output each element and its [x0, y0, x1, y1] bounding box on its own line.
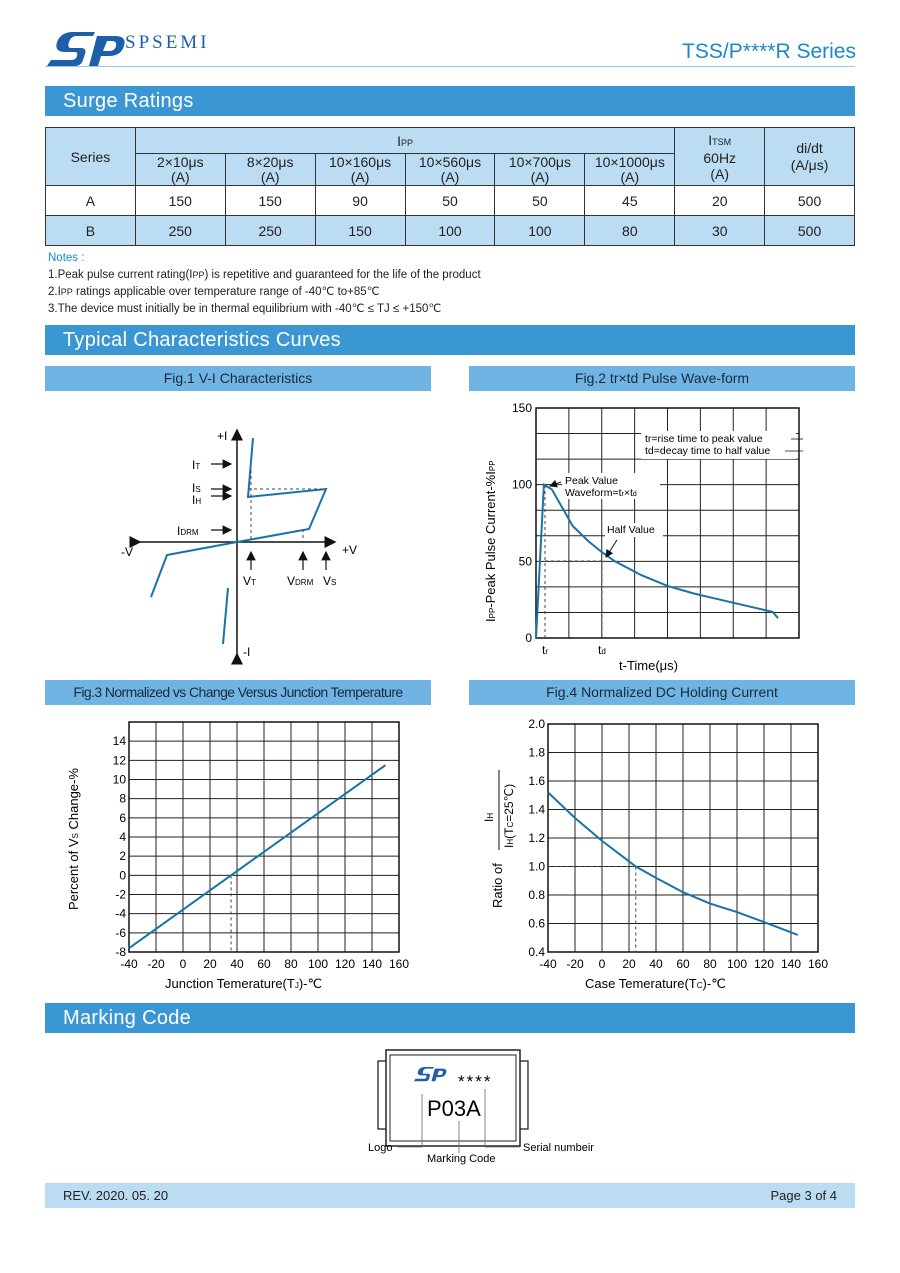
- table-cell: 150: [225, 186, 315, 216]
- table-row: [46, 216, 855, 246]
- plus-i-label: +I: [217, 429, 228, 443]
- fig4-ytick: 0.6: [528, 916, 545, 931]
- fig3-ytick: -4: [115, 906, 126, 921]
- fig4-xlabel: Case Temerature(TC)-℃: [585, 976, 726, 991]
- fig3-xtick: 20: [203, 957, 217, 971]
- fig2-waveform-label: Waveform=tr×td: [565, 487, 637, 499]
- fig4-chart: [469, 710, 855, 1000]
- ih-label: IH: [192, 493, 202, 507]
- fig4-ytick: 1.6: [528, 774, 545, 788]
- marking-code-text: P03A: [427, 1096, 481, 1121]
- table-cell: B: [46, 216, 136, 246]
- vdrm-label: VDRM: [287, 574, 314, 588]
- fig4-xtick: 120: [753, 957, 775, 971]
- col-header: 8×20μs (A): [225, 154, 315, 186]
- fig4-xtick: 0: [598, 957, 606, 971]
- fig3-xtick: 120: [334, 957, 356, 971]
- section-curves: Typical Characteristics Curves: [45, 325, 855, 355]
- fig2-xlabel: t-Time(μs): [619, 658, 678, 673]
- section-surge-ratings: Surge Ratings: [45, 86, 855, 116]
- col-header: 10×1000μs (A): [585, 154, 675, 186]
- fig3-ytick: 12: [112, 753, 126, 768]
- fig4-ytick: 0.8: [528, 888, 545, 902]
- table-cell: 500: [765, 216, 855, 246]
- fig3-ytick: 0: [119, 868, 126, 883]
- fig3-ytick: 10: [112, 772, 126, 787]
- marking-diagram: [360, 1045, 620, 1170]
- fig4-ytick: 1.2: [528, 831, 545, 845]
- fig3-xtick: 100: [307, 957, 329, 971]
- fig3-ytick: 6: [119, 810, 126, 825]
- table-cell: 250: [135, 216, 225, 246]
- fig2-legend-1: tr=rise time to peak value: [645, 433, 763, 445]
- fig3-xtick: 40: [230, 957, 244, 971]
- fig4-xtick: 60: [676, 957, 690, 971]
- fig4-ytick: 1.8: [528, 745, 545, 760]
- fig2-ytick: 0: [525, 631, 532, 645]
- fig3-xtick: -40: [120, 957, 138, 971]
- note-1: 1.Peak pulse current rating(IPP) is repetitive and guaranteed for the life of the product: [48, 269, 481, 281]
- minus-i-label: -I: [243, 645, 251, 659]
- page-number: Page 3 of 4: [770, 1188, 837, 1203]
- table-cell: 90: [315, 186, 405, 216]
- fig3-xtick: 140: [361, 957, 383, 971]
- fig3-title: Fig.3 Normalized vs Change Versus Junction Temperature: [45, 680, 431, 705]
- fig4-ytick: 2.0: [528, 717, 545, 731]
- table-row: [46, 186, 855, 216]
- col-header: 10×560μs (A): [405, 154, 495, 186]
- fig2-ylabel: IPP-Peak Pulse Current-%IPP: [483, 460, 498, 622]
- fig4-xtick: 20: [622, 957, 636, 971]
- fig4-curve: [548, 792, 798, 935]
- serial-stars: ****: [458, 1072, 493, 1091]
- notes-heading: Notes :: [48, 252, 85, 264]
- fig4-xtick: -20: [566, 957, 584, 971]
- fig2-ytick: 50: [518, 554, 532, 569]
- fig2-peak-label: Peak Value: [565, 475, 618, 487]
- fig4-xtick: -40: [539, 957, 557, 971]
- notes: [48, 250, 481, 318]
- fig2-legend-2: td=decay time to half value: [645, 445, 771, 457]
- brand-name: SPSEMI: [125, 32, 210, 53]
- fig4-xtick: 40: [649, 957, 663, 971]
- ipp-header: IPP: [135, 128, 674, 154]
- table-cell: 50: [405, 186, 495, 216]
- vi-curve: [151, 438, 326, 644]
- table-cell: 100: [495, 216, 585, 246]
- fig2-td-label: td: [598, 643, 606, 657]
- col-header: 10×160μs (A): [315, 154, 405, 186]
- fig4-ytick: 0.4: [528, 945, 545, 959]
- is-label: IS: [192, 481, 201, 495]
- table-cell: 30: [675, 216, 765, 246]
- note-2: 2.IPP ratings applicable over temperature range of -40℃ to+85℃: [48, 286, 380, 298]
- company-logo: [45, 32, 127, 68]
- table-cell: 45: [585, 186, 675, 216]
- fig4-grid: [548, 724, 818, 952]
- fig3-xtick: 160: [388, 957, 410, 971]
- table-cell: 150: [135, 186, 225, 216]
- fig4-xtick: 80: [703, 957, 717, 971]
- marking-code-label: Marking Code: [427, 1153, 496, 1165]
- fig4-numerator: IH: [482, 812, 496, 822]
- table-cell: 20: [675, 186, 765, 216]
- fig3-ytick: -6: [115, 925, 126, 940]
- header-divider: [45, 66, 855, 67]
- fig4-denominator: IH(TC=25℃): [502, 783, 516, 848]
- fig4-title: Fig.4 Normalized DC Holding Current: [469, 680, 855, 705]
- fig3-xtick: 60: [257, 957, 271, 971]
- vi-arrows: [211, 464, 326, 570]
- table-cell: A: [46, 186, 136, 216]
- fig3-xtick: 80: [284, 957, 298, 971]
- vi-guides: [248, 470, 326, 542]
- fig4-ratio-label: Ratio of: [490, 863, 505, 908]
- fig2-tr-label: tr: [542, 643, 549, 657]
- fig2-ytick: 100: [511, 477, 532, 492]
- fig3-xlabel: Junction Temerature(TJ)-℃: [165, 976, 323, 991]
- fig3-chart: [45, 710, 431, 1000]
- fig3-ytick: -2: [115, 887, 126, 902]
- minus-v-label: -V: [121, 545, 133, 559]
- series-header: Series: [46, 128, 136, 186]
- table-cell: 100: [405, 216, 495, 246]
- fig3-ytick: -8: [115, 945, 126, 959]
- fig3-xtick: -20: [147, 957, 165, 971]
- logo-label: Logo: [368, 1142, 393, 1154]
- table-cell: 500: [765, 186, 855, 216]
- fig4-xtick: 100: [726, 957, 748, 971]
- table-cell: 50: [495, 186, 585, 216]
- fig3-ytick: 2: [119, 849, 126, 864]
- fig3-ytick: 8: [119, 791, 126, 806]
- itsm-header: ITSM 60Hz (A): [675, 128, 765, 186]
- note-3: 3.The device must initially be in thermal equilibrium with -40℃ ≤ TJ ≤ +150℃: [48, 303, 442, 315]
- fig2-half-label: Half Value: [607, 524, 655, 536]
- col-header: 10×700μs (A): [495, 154, 585, 186]
- vt-label: VT: [243, 574, 256, 588]
- fig2-pulse-chart: [469, 392, 855, 677]
- fig3-grid: [129, 722, 399, 952]
- fig4-ytick: 1.4: [528, 802, 545, 817]
- fig4-xtick: 140: [780, 957, 802, 971]
- fig3-ytick: 14: [112, 734, 126, 749]
- plus-v-label: +V: [342, 543, 358, 557]
- serial-label: Serial numbeir: [523, 1142, 594, 1154]
- table-cell: 250: [225, 216, 315, 246]
- fig4-xtick: 160: [807, 957, 829, 971]
- surge-ratings-table: [45, 127, 855, 246]
- idrm-label: IDRM: [177, 524, 199, 538]
- col-header: 2×10μs (A): [135, 154, 225, 186]
- fig3-ylabel: Percent of VS Change-%: [66, 768, 81, 910]
- fig2-ytick: 150: [511, 401, 532, 415]
- fig3-xtick: 0: [179, 957, 187, 971]
- table-cell: 150: [315, 216, 405, 246]
- fig1-title: Fig.1 V-I Characteristics: [45, 366, 431, 391]
- series-title: TSS/P****R Series: [682, 40, 856, 63]
- didt-header: di/dt (A/μs): [765, 128, 855, 186]
- section-marking: Marking Code: [45, 1003, 855, 1033]
- footer: [45, 1183, 855, 1208]
- revision: REV. 2020. 05. 20: [63, 1188, 169, 1203]
- vs-label: VS: [323, 574, 337, 588]
- fig4-ytick: 1.0: [528, 859, 545, 874]
- it-label: IT: [192, 458, 201, 472]
- fig3-ytick: 4: [119, 830, 126, 844]
- fig1-vi-chart: [45, 392, 431, 672]
- fig2-title: Fig.2 tr×td Pulse Wave-form: [469, 366, 855, 391]
- table-cell: 80: [585, 216, 675, 246]
